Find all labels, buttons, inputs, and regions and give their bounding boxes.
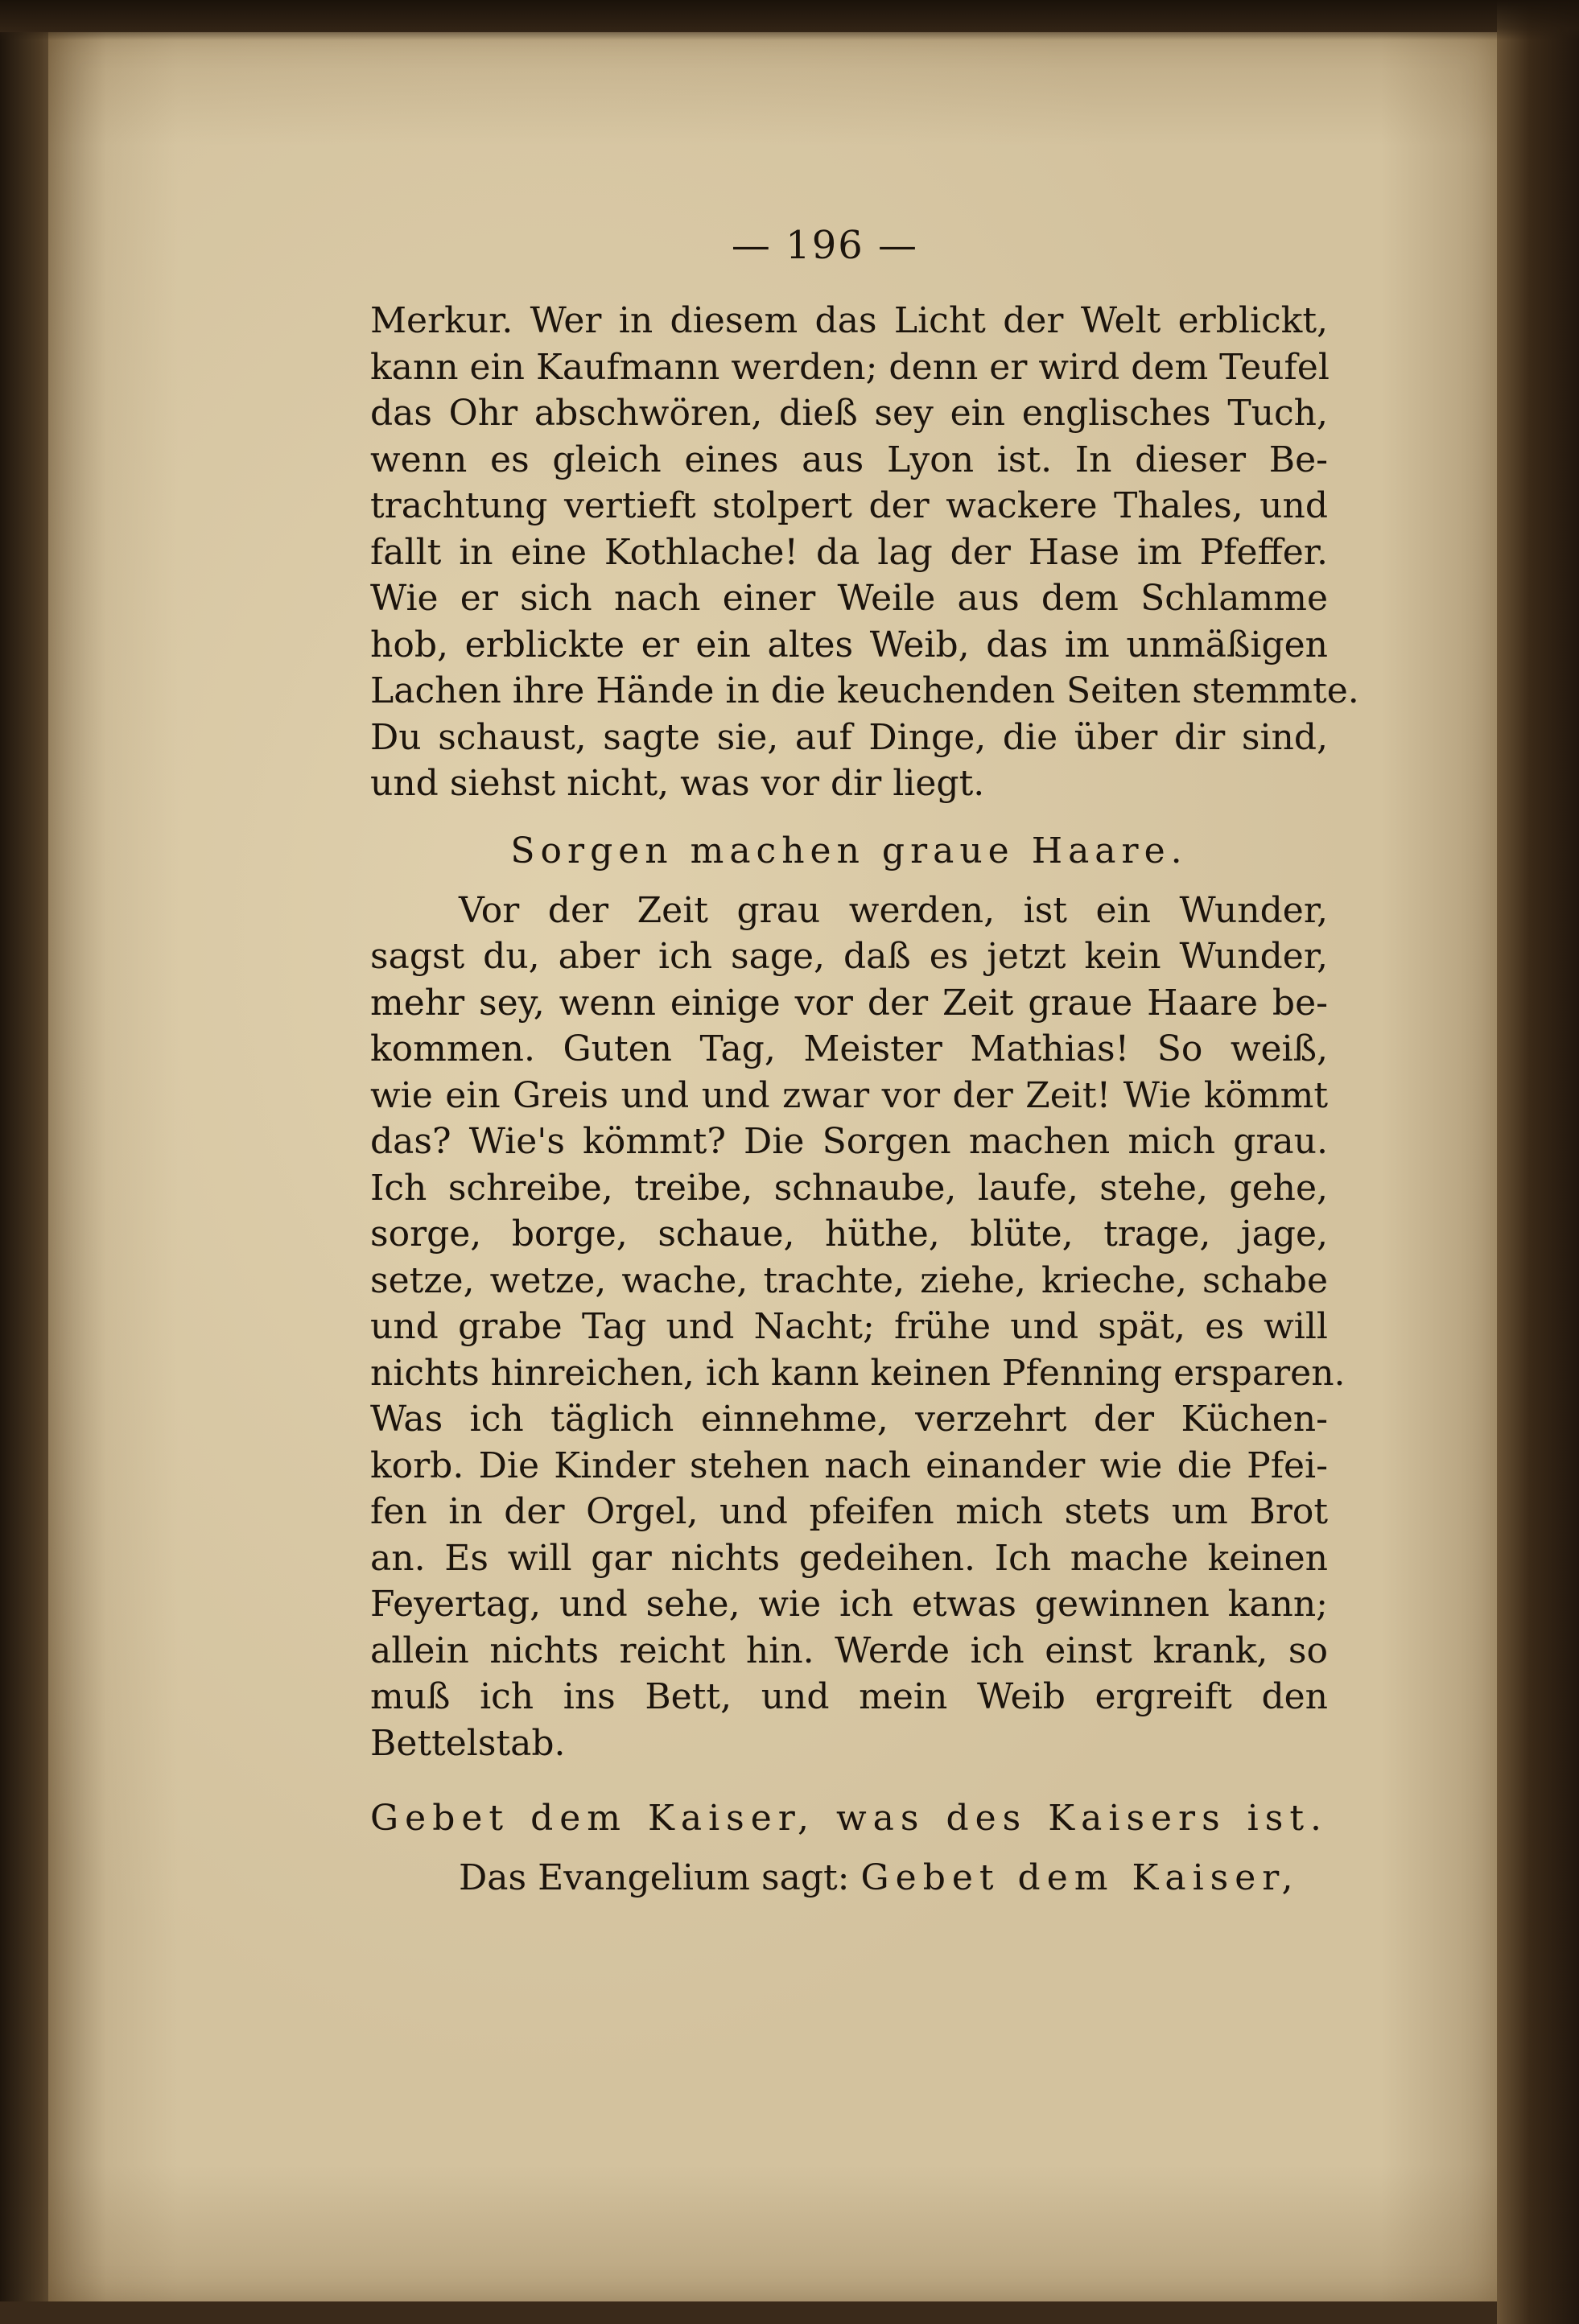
text-line: Wie er sich nach einer Weile aus dem Schlamme (370, 578, 1328, 619)
text-line: kann ein Kaufmann werden; denn er wird dem Teufel (370, 346, 1330, 388)
page-text (370, 217, 1359, 1902)
text-line: und siehst nicht, was vor dir liegt. (370, 763, 985, 804)
section-heading-kaiser: Gebet dem Kaiser, was des Kaisers ist. (370, 1798, 1328, 1839)
text-line: sorge, borge, schaue, hüthe, blüte, trage, jage, (370, 1214, 1328, 1255)
text-line: wenn es gleich eines aus Lyon ist. In dieser Be- (370, 439, 1328, 480)
text-line: sagst du, aber ich sage, daß es jetzt kein Wunder, (370, 936, 1328, 977)
book-spine-edge (1497, 0, 1579, 2324)
text-line: und grabe Tag und Nacht; frühe und spät, es will (370, 1306, 1328, 1347)
text-line: mehr sey, wenn einige vor der Zeit graue Haare be- (370, 982, 1328, 1024)
text-line: nichts hinreichen, ich kann keinen Pfenning ersparen. (370, 1352, 1346, 1394)
text-line: Lachen ihre Hände in die keuchenden Seiten stemmte. (370, 670, 1359, 711)
text-fragment-spaced: Gebet dem Kaiser, (860, 1857, 1300, 1898)
text-line: Vor der Zeit grau werden, ist ein Wunder, (459, 889, 1328, 931)
text-line: allein nichts reicht hin. Werde ich einst krank, so (370, 1630, 1328, 1671)
text-line: Merkur. Wer in diesem das Licht der Welt erblickt, (370, 300, 1328, 341)
text-line: muß ich ins Bett, und mein Weib ergreift den (370, 1676, 1328, 1717)
text-line: Ich schreibe, treibe, schnaube, laufe, stehe, gehe, (370, 1167, 1328, 1209)
page-number: — 196 — (731, 223, 919, 268)
top-edge-shadow (0, 0, 1579, 40)
text-line: das? Wie's kömmt? Die Sorgen machen mich grau. (370, 1121, 1328, 1162)
text-line: hob, erblickte er ein altes Weib, das im unmäßigen (370, 624, 1328, 665)
paragraph-sorgen (370, 888, 1346, 1767)
text-line: wie ein Greis und und zwar vor der Zeit! Wie kömmt (370, 1074, 1328, 1116)
text-line: setze, wetze, wache, trachte, ziehe, krieche, schabe (370, 1259, 1328, 1301)
text-line: Was ich täglich einnehme, verzehrt der Küchen- (370, 1399, 1328, 1440)
text-fragment: Das Evangelium sagt: (459, 1857, 861, 1898)
text-line: Du schaust, sagte sie, auf Dinge, die über dir sind, (370, 716, 1328, 758)
paragraph-merkur (370, 298, 1359, 807)
section-heading-sorgen: Sorgen machen graue Haare. (510, 830, 1188, 872)
text-line: trachtung vertieft stolpert der wackere Thales, und (370, 485, 1328, 526)
text-line: fen in der Orgel, und pfeifen mich stets um Brot (370, 1491, 1328, 1532)
text-line: an. Es will gar nichts gedeihen. Ich mache keinen (370, 1537, 1328, 1579)
text-line: Feyertag, und sehe, wie ich etwas gewinnen kann; (370, 1584, 1328, 1625)
text-line: korb. Die Kinder stehen nach einander wie die Pfei- (370, 1444, 1328, 1486)
text-line: das Ohr abschwören, dieß sey ein englisches Tuch, (370, 393, 1328, 434)
text-line: Bettelstab. (370, 1722, 566, 1764)
text-line: kommen. Guten Tag, Meister Mathias! So weiß, (370, 1028, 1328, 1069)
text-line: fallt in eine Kothlache! da lag der Hase im Pfeffer. (370, 531, 1328, 573)
paragraph-kaiser-first-line (370, 1855, 1328, 1902)
